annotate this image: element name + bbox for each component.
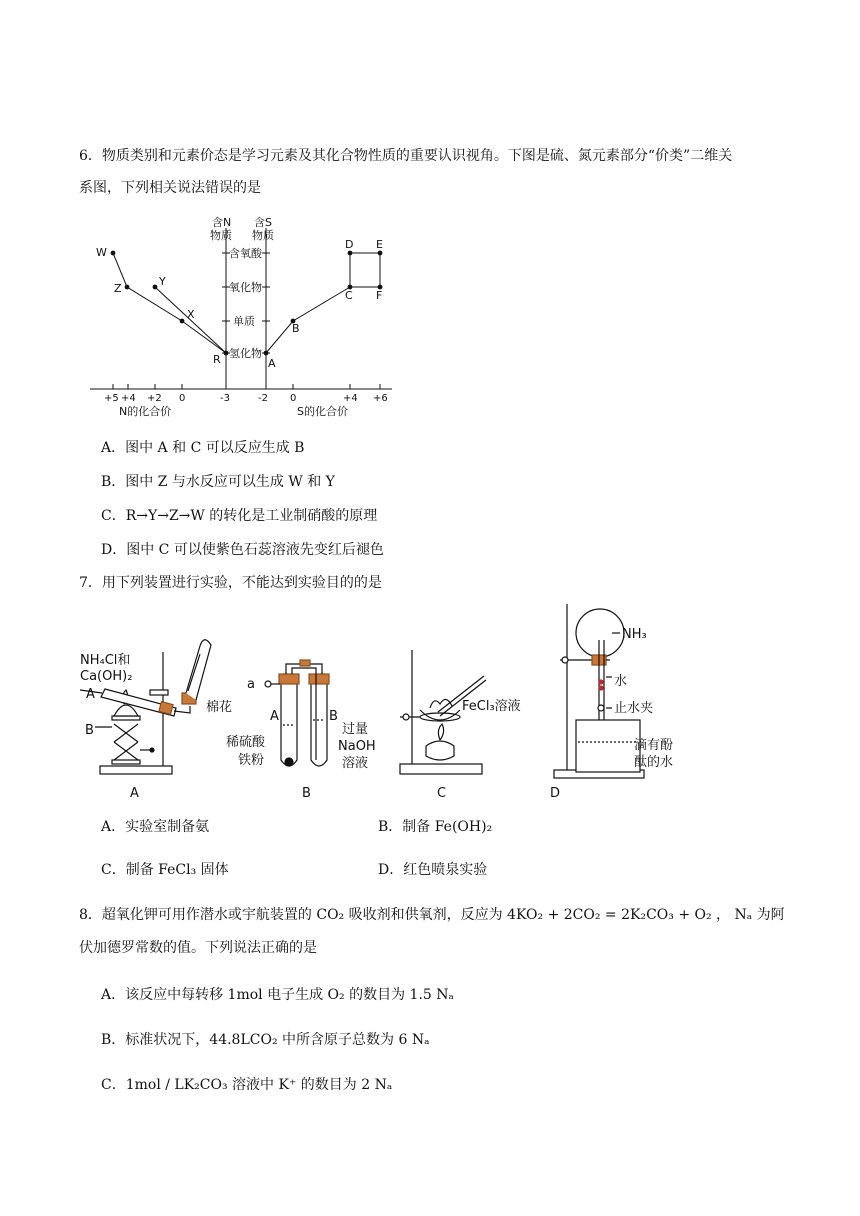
- n-tick-4: +4: [121, 393, 136, 404]
- b-valve-label: a: [247, 677, 255, 692]
- q6-option-b: B．图中 Z 与水反应可以生成 W 和 Y: [101, 474, 335, 490]
- d-clamp-label: 止水夹: [614, 701, 654, 716]
- label-f: F: [376, 289, 383, 302]
- q8-option-a: A．该反应中每转移 1mol 电子生成 O₂ 的数目为 1.5 Nₐ: [101, 987, 454, 1003]
- n-tick-5: +5: [104, 393, 119, 404]
- n-tick-minus3: -3: [220, 393, 230, 404]
- label-r: R: [213, 353, 221, 366]
- b-excess-label: 过量: [342, 722, 369, 737]
- q8-stem-line2: 伏加德罗常数的值。下列说法正确的是: [79, 940, 317, 956]
- q8-option-c: C．1mol / LK₂CO₃ 溶液中 K⁺ 的数目为 2 Nₐ: [101, 1077, 393, 1093]
- b-caption: B: [302, 786, 311, 801]
- c-fecl3-label: FeCl₃溶液: [462, 699, 521, 714]
- category-hydride: 氢化物: [229, 347, 262, 360]
- category-oxide: 氧化物: [229, 281, 262, 294]
- n-axis-title-2: 物质: [210, 229, 232, 242]
- q6-option-a: A．图中 A 和 C 可以反应生成 B: [101, 440, 305, 456]
- b-tube-b-label: B: [329, 709, 338, 724]
- a-label-2: Ca(OH)₂: [80, 669, 133, 684]
- q6-option-c: C．R→Y→Z→W 的转化是工业制硝酸的原理: [101, 508, 378, 524]
- d-caption: D: [550, 786, 561, 801]
- b-soln-label: 溶液: [342, 756, 369, 771]
- q7-option-c: C．制备 FeCl₃ 固体: [101, 862, 229, 878]
- s-tick-6: +6: [373, 393, 388, 404]
- a-point-b: B: [85, 723, 94, 738]
- n-xlabel: N的化合价: [119, 405, 172, 418]
- b-tube-a-label: A: [270, 709, 279, 724]
- q7-option-a: A．实验室制备氨: [101, 819, 210, 835]
- s-axis-title-1: 含S: [254, 216, 272, 229]
- a-cotton-label: 棉花: [206, 700, 233, 715]
- b-naoh-label: NaOH: [338, 739, 376, 754]
- category-oxyacid: 含氧酸: [229, 247, 262, 260]
- a-label-1: NH₄Cl和: [80, 653, 131, 668]
- b-acid-label: 稀硫酸: [226, 735, 266, 750]
- d-phen-label-2: 酞的水: [634, 755, 674, 770]
- label-b: B: [292, 322, 300, 335]
- label-c: C: [345, 289, 353, 302]
- d-red-drop-2: [598, 685, 603, 690]
- s-tick-4: +4: [343, 393, 358, 404]
- q7-option-b: B．制备 Fe(OH)₂: [378, 819, 493, 835]
- label-w: W: [96, 246, 107, 259]
- n-tick-0: 0: [179, 393, 186, 404]
- n-tick-2: +2: [147, 393, 162, 404]
- a-point-a: A: [86, 687, 95, 702]
- d-phen-label-1: 滴有酚: [634, 738, 674, 753]
- q8-stem-line1: 8．超氧化钾可用作潜水或宇航装置的 CO₂ 吸收剂和供氧剂，反应为 4KO₂ + 2CO₂ = 2K₂CO₃ + O₂ ， Nₐ 为阿: [79, 907, 785, 923]
- s-tick-minus2: -2: [258, 393, 268, 404]
- d-water-label: 水: [614, 674, 628, 689]
- q7-option-d: D．红色喷泉实验: [378, 862, 488, 878]
- c-caption: C: [437, 786, 447, 801]
- d-nh3-label: NH₃: [622, 627, 647, 642]
- label-d: D: [345, 238, 354, 251]
- label-e: E: [376, 238, 383, 251]
- q7-stem: 7．用下列装置进行实验，不能达到实验目的的是: [79, 575, 382, 591]
- s-xlabel: S的化合价: [297, 405, 348, 418]
- q6-stem-line1: 6．物质类别和元素价态是学习元素及其化合物性质的重要认识视角。下图是硫、氮元素部分“价类”二维关: [79, 148, 733, 164]
- a-caption: A: [130, 786, 139, 801]
- d-red-drop-1: [598, 679, 603, 684]
- label-x: X: [187, 308, 195, 321]
- label-a: A: [268, 357, 276, 370]
- n-axis-title-1: 含N: [212, 216, 232, 229]
- q6-option-d: D．图中 C 可以使紫色石蕊溶液先变红后褪色: [101, 542, 384, 558]
- s-axis-title-2: 物质: [252, 229, 274, 242]
- label-z: Z: [114, 282, 122, 295]
- s-tick-0: 0: [290, 393, 297, 404]
- category-element: 单质: [233, 315, 255, 328]
- b-iron-label: 铁粉: [238, 753, 265, 768]
- label-y: Y: [159, 275, 166, 288]
- q8-option-b: B．标准状况下，44.8LCO₂ 中所含原子总数为 6 Nₐ: [101, 1032, 430, 1048]
- q6-stem-line2: 系图，下列相关说法错误的是: [79, 180, 261, 196]
